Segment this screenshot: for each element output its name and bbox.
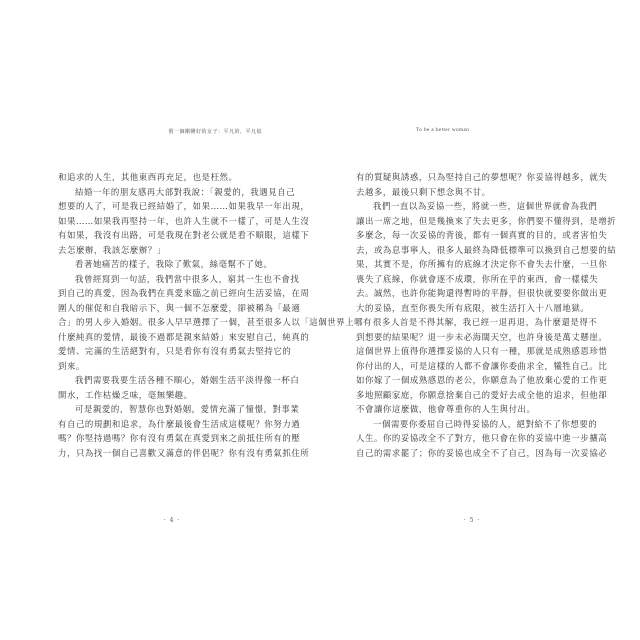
text-line: 讓出一席之地，但是幾換來了失去更多，你們要不懂得到，是增折 xyxy=(356,215,617,226)
text-line: 開水，工作枯燥乏味，毫無樂趣。 xyxy=(58,389,193,400)
text-line: 一個需要你委屈自己時得妥協的人，絕對給不了你想要的 xyxy=(373,418,598,429)
text-line: 合」的男人步入婚姻。很多人早早選擇了一個，甚至很多人以「這個世界上哪有 xyxy=(58,317,373,327)
running-head-left: 假一個剛剛好的女子：平凡的，平凡似 xyxy=(168,129,262,135)
page-number-left: · 4 · xyxy=(163,517,181,524)
text-line: 嗎？你堅持過嗎？你有沒有勇氣在真愛到來之前抵住所有的壓 xyxy=(58,433,301,443)
text-line: 去。誠然，也許你能夠還得暫時的平靜，但很快就要要你做出更 xyxy=(356,288,608,298)
text-line: 愛情、完滿的生活絕對有，只是看你有沒有勇氣去堅持它的 xyxy=(58,346,292,356)
text-line: 有如果，我沒有出路，可是我現在對老公就是看不順眼，這樣下 xyxy=(58,230,310,240)
text-line: 很多人首是不得其解，我已經一退再退，為什麼還是得不 xyxy=(373,317,598,327)
right-body-text xyxy=(356,170,617,460)
text-line: 我曾經寫到一句話，我們當中很多人，窮其一生也不會找 xyxy=(75,273,300,284)
text-line: 想要的人了，可是我已經結婚了，如果……如果我早一年出現， xyxy=(58,201,310,211)
text-line: 到來。 xyxy=(58,360,85,371)
text-line: 果，其實不是，你所擁有的底線才決定你不會失去什麼，一旦你 xyxy=(356,259,608,269)
text-line: 喪失了底線，你就會逐不成環，你所在乎的東西，會一樣樣失 xyxy=(356,273,599,284)
text-line: 自己的需求罷了；你的妥協也成全不了自己，因為每一次妥協必 xyxy=(356,447,608,458)
text-line: 這個世界上值得你選擇妥協的人只有一種，那就是成熟感恩珍惜 xyxy=(356,346,608,356)
text-line: 有自己的規劃和追求，為什麼最後會生活成這樣呢？你努力過 xyxy=(58,418,301,429)
left-page xyxy=(58,0,373,640)
text-line: 如果……如果我再堅持一年，也許人生就不一樣了，可是人生沒 xyxy=(58,215,310,226)
right-page xyxy=(356,0,617,640)
text-line: 人生。你的妥協改全不了對方，他只會在你的妥協中進一步擴高 xyxy=(356,433,608,443)
text-line: 看著她痛苦的樣子，我除了歎氣，絲毫幫不了她。 xyxy=(75,259,273,269)
text-line: 力，只為找一個自己喜歡又滿意的伴侶呢？你有沒有勇氣抓住所 xyxy=(58,447,310,458)
text-line: 結婚一年的朋友感再大部對我說：「親愛的，我遇見自己 xyxy=(75,186,296,197)
text-line: 到自己的真愛，因為我們在真愛來臨之前已經向生活妥協，在周 xyxy=(58,288,310,298)
text-line: 你付出的人，可是這樣的人都不會讓你委曲求全，犧牲自己。比 xyxy=(356,360,608,371)
text-line: 如你嫁了一個成熟感恩的老公，你願意為了他放棄心愛的工作更 xyxy=(356,375,608,385)
text-line: 到想要的結果呢？退一步未必海闊天空，也許身後是萬丈懸崖。 xyxy=(356,331,608,342)
left-body-text xyxy=(58,170,373,460)
running-head-right: To be a better woman xyxy=(416,128,470,133)
text-line: 去越多，最後只剩下想念與不甘。 xyxy=(356,186,491,197)
text-line: 多地照顧家庭，你願意捨棄自己的愛好去成全他的追求，但他卻 xyxy=(356,389,608,400)
text-line: 和追求的人生，其他東西再充足，也是枉然。 xyxy=(58,172,238,182)
text-line: 多麼念，每一次妥協的背後，都有一個真實的目的，或者害怕失 xyxy=(356,230,608,240)
text-line: 不會讓你這麼做，他會尊重你的人生與付出。 xyxy=(356,404,536,414)
text-line: 可是親愛的，智慧你也對婚姻，愛情充滿了憧憬，對事業 xyxy=(75,404,300,414)
text-line: 去怎麼辦，我該怎麼辦？」 xyxy=(58,244,166,255)
text-line: 去，或為息事寧人，很多人最終為降低標準可以換到自己想要的結 xyxy=(356,244,617,255)
text-line: 我們一直以為妥協一些，將就一些，這個世界就會為我們 xyxy=(373,201,598,211)
text-line: 圍人的催促和自我暗示下，與一個不怎麼愛，卻被稱為「最適 xyxy=(58,302,301,313)
page-number-right: · 5 · xyxy=(463,517,481,524)
text-line: 我們需要我要生活各種不順心，婚姻生活平淡得像一杯白 xyxy=(75,375,300,385)
text-line: 大的妥協，直至你喪失所有底限，被生活打入十八層地獄。 xyxy=(356,302,590,313)
text-line: 什麼純真的愛情，最後不過都是親來結婚」來安慰自己，純真的 xyxy=(58,331,310,342)
text-line: 有的質疑與誘惑，只為堅持自己的夢想呢？你妥協得越多，就失 xyxy=(356,172,608,182)
